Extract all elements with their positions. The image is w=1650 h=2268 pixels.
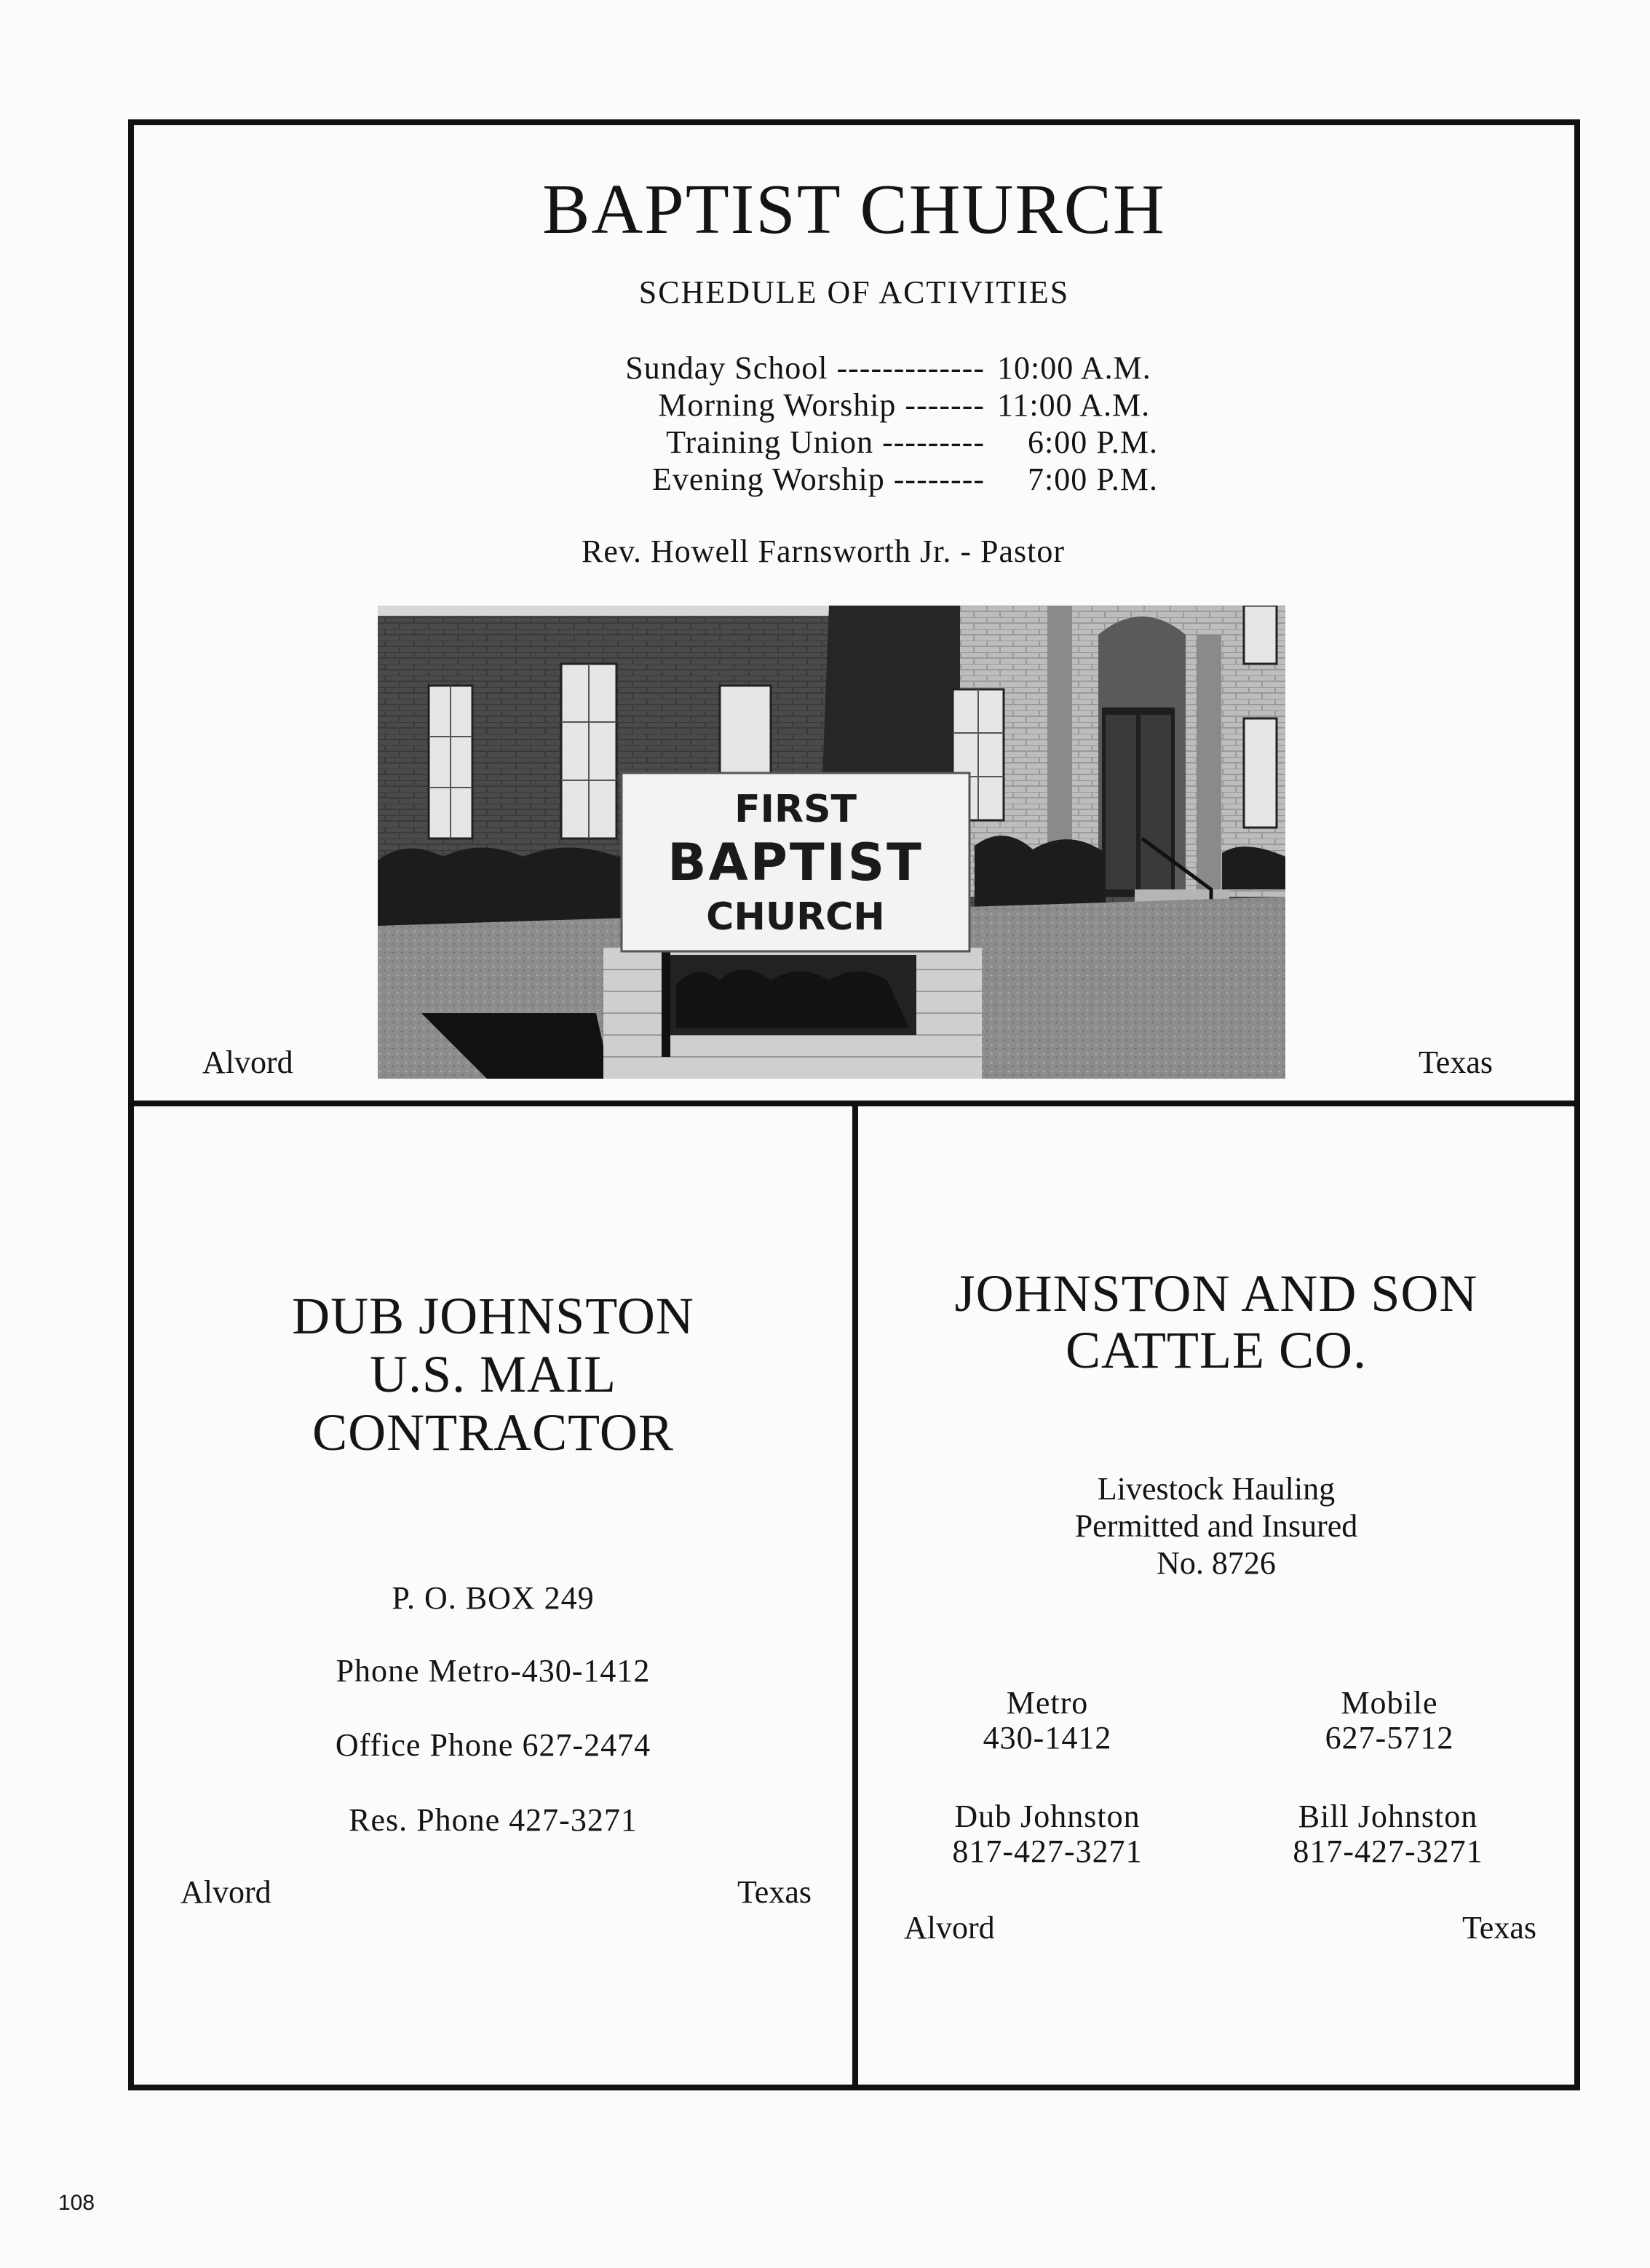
schedule-time: 7:00 P.M. — [1028, 461, 1158, 497]
church-title: BAPTIST CHURCH — [542, 170, 1166, 249]
cattle-ad-city: Alvord — [904, 1910, 995, 1946]
mail-ad-title — [134, 1287, 852, 1462]
church-ad — [128, 119, 1580, 1106]
residence-phone: Res. Phone 427-3271 — [349, 1802, 638, 1838]
contact-label: Mobile — [1341, 1685, 1438, 1721]
cattle-co-ad — [852, 1101, 1580, 2090]
schedule-heading: SCHEDULE OF ACTIVITIES — [638, 274, 1070, 310]
po-box: P. O. BOX 249 — [392, 1580, 595, 1616]
contact-bill-johnston — [1257, 1799, 1519, 1869]
contact-number: 627-5712 — [1325, 1720, 1454, 1756]
mail-ad-state: Texas — [737, 1874, 812, 1910]
contact-number: 817-427-3271 — [1293, 1833, 1483, 1869]
page-number: 108 — [58, 2191, 95, 2215]
metro-phone: Phone Metro-430-1412 — [336, 1653, 651, 1689]
mail-ad-title-line: U.S. MAIL — [369, 1345, 616, 1403]
schedule-row — [134, 424, 1574, 461]
contact-label: Metro — [1006, 1685, 1089, 1721]
contact-metro — [924, 1686, 1171, 1756]
office-phone: Office Phone 627-2474 — [335, 1727, 651, 1763]
schedule-time: 6:00 P.M. — [1028, 424, 1158, 460]
mail-contractor-ad — [128, 1101, 858, 2090]
schedule-activity: Sunday School ------------- — [625, 350, 985, 386]
mail-ad-title-line: CONTRACTOR — [312, 1403, 674, 1462]
mail-ad-city: Alvord — [181, 1874, 271, 1910]
hauling-line: No. 8726 — [1157, 1545, 1276, 1581]
cattle-ad-state: Texas — [1462, 1910, 1536, 1946]
hauling-line: Permitted and Insured — [1074, 1508, 1358, 1544]
schedule-activity: Training Union --------- — [666, 424, 985, 460]
contact-number: 430-1412 — [983, 1720, 1112, 1756]
sign-line-first: FIRST — [734, 788, 857, 831]
contact-dub-johnston — [916, 1799, 1178, 1869]
schedule-activity: Evening Worship -------- — [651, 461, 985, 497]
schedule-time: 11:00 A.M. — [997, 387, 1151, 423]
hauling-info — [858, 1470, 1574, 1582]
schedule-row — [134, 349, 1574, 387]
pastor-line: Rev. Howell Farnsworth Jr. - Pastor — [582, 534, 1065, 569]
sign-line-church: CHURCH — [706, 895, 885, 939]
cattle-ad-title-line: JOHNSTON AND SON — [954, 1264, 1478, 1323]
cattle-ad-title — [858, 1265, 1574, 1379]
schedule-time: 10:00 A.M. — [997, 350, 1151, 386]
schedule-activity: Morning Worship ------- — [658, 387, 985, 423]
hauling-line: Livestock Hauling — [1097, 1471, 1336, 1507]
mail-ad-title-line: DUB JOHNSTON — [292, 1287, 694, 1345]
church-photo — [378, 606, 1285, 1079]
church-city: Alvord — [202, 1044, 293, 1080]
cattle-ad-title-line: CATTLE CO. — [1066, 1321, 1367, 1379]
sign-line-baptist: BAPTIST — [667, 833, 924, 892]
contact-number: 817-427-3271 — [952, 1833, 1143, 1869]
schedule-row — [134, 386, 1574, 424]
contact-mobile — [1266, 1686, 1513, 1756]
schedule-row — [134, 461, 1574, 499]
contact-label: Bill Johnston — [1298, 1799, 1478, 1834]
church-state: Texas — [1419, 1044, 1493, 1080]
contact-label: Dub Johnston — [954, 1799, 1141, 1834]
